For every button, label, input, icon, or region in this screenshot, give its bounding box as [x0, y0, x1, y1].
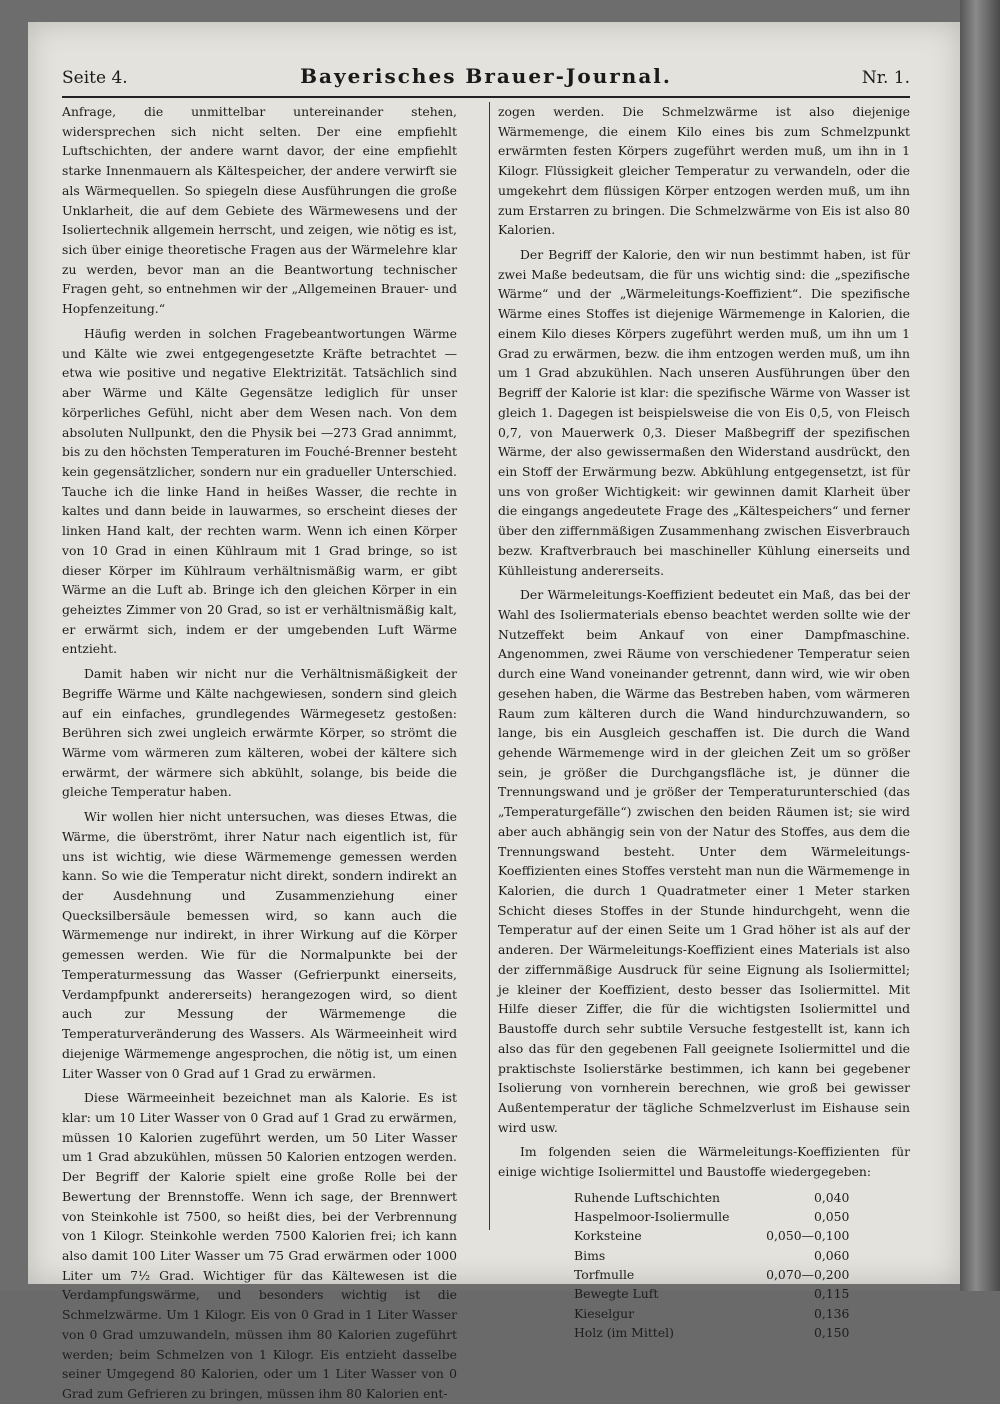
table-row — [574, 1323, 849, 1342]
table-row — [574, 1265, 849, 1284]
journal-title: Bayerisches Brauer-Journal. — [300, 64, 672, 88]
paragraph: Wir wollen hier nicht untersuchen, was dieses Etwas, die Wärme, die überströmt, ihrer Natur nach eigentlich ist, für uns ist wichtig, wie diese Wärmemenge gemessen werden kann. So wie die Temperatur nicht direkt, sondern indirekt an der Ausdehnung und Zusammenziehung einer Quecksilbersäule bemessen wird, so kann auch die Wärmemenge nur indirekt, in ihrer Wirkung auf die Körper gemessen werden. Wie für die Normalpunkte bei der Temperaturmessung das Wasser (Gefrierpunkt einerseits, Verdampfpunkt andererseits) herangezogen wird, so dient auch zur Messung der Wärmemenge die Temperaturveränderung des Wassers. Als Wärmeeinheit wird diejenige Wärmemenge angesprochen, die nötig ist, um einen Liter Wasser von 0 Grad auf 1 Grad zu erwärmen. — [62, 809, 457, 1081]
coefficient-value: 0,050 — [813, 1209, 850, 1225]
paragraph: Im folgenden seien die Wärmeleitungs-Koeffizienten für einige wichtige Isoliermittel und Baustoffe wiedergegeben: — [498, 1144, 910, 1180]
table-row — [574, 1246, 849, 1265]
paragraph: Häufig werden in solchen Fragebeantwortungen Wärme und Kälte wie zwei entgegengesetzte Kräfte betrachtet — etwa wie positive und negative Elektrizität. Tatsächlich sind aber Wärme und Kälte Gegensätze lediglich für unser körperliches Gefühl, nicht aber dem Wesen nach. Von dem absoluten Nullpunkt, den die Physik bei —273 Grad annimmt, bis zu den höchsten Temperaturen im Fouché-Brenner besteht kein gegensätzlicher, sondern nur ein gradueller Unterschied. Tauche ich die linke Hand in heißes Wasser, die rechte in kaltes und dann beide in lauwarmes, so erscheint dieses der linken Hand kalt, der rechten warm. Wenn ich einen Körper von 10 Grad in einen Kühlraum mit 1 Grad bringe, so ist dieser Körper im Kühlraum verhältnismäßig warm, er gibt Wärme an die Luft ab. Bringe ich den gleichen Körper in ein geheiztes Zimmer von 20 Grad, so ist er verhältnismäßig kalt, er erwärmt sich, indem er der umgebenden Luft Wärme entzieht. — [62, 325, 457, 657]
coefficient-value: 0,136 — [813, 1305, 850, 1321]
paragraph: Diese Wärmeeinheit bezeichnet man als Kalorie. Es ist klar: um 10 Liter Wasser von 0 Grad auf 1 Grad zu erwärmen, müssen 10 Kalorien zugeführt werden, um 50 Liter Wasser um 1 Grad abzukühlen, müssen 50 Kalorien entzogen werden. Der Begriff der Kalorie spielt eine große Rolle bei der Bewertung der Brennstoffe. Wenn ich sage, der Brennwert von Steinkohle ist 7500, so heißt dies, bei der Verbrennung von 1 Kilogr. Steinkohle werden 7500 Kalorien frei; ich kann also damit 100 Liter Wasser um 75 Grad erwärmen oder 1000 Liter um 7½ Grad. Wichtiger für das Kältewesen ist die Verdampfungswärme, und besonders wichtig ist die Schmelzwärme. Um 1 Kilogr. Eis von 0 Grad in 1 Liter Wasser von 0 Grad umzuwandeln, müssen ihm 80 Kalorien zugeführt werden; beim Schmelzen von 1 Kilogr. Eis entzieht dasselbe seiner Umgegend 80 Kalorien, oder um 1 Liter Wasser von 0 Grad zum Gefrieren zu bringen, müssen ihm 80 Kalorien ent- — [62, 1090, 457, 1401]
paragraph: Der Wärmeleitungs-Koeffizient bedeutet ein Maß, das bei der Wahl des Isoliermaterials ebenso beachtet werden sollte wie der Nutzeffekt beim Ankauf von einer Dampfmaschine. Angenommen, zwei Räume von verschiedener Temperatur seien durch eine Wand voneinander getrennt, dann wird, wie wir oben gesehen haben, die Wärme das Bestreben haben, vom wärmeren Raum zum kälteren durch die Wand hindurchzuwandern, so lange, bis ein Ausgleich geschaffen ist. Die durch die Wand gehende Wärmemenge wird in der gleichen Zeit um so größer sein, je größer die Durchgangsfläche ist, je dünner die Trennungswand und je größer der Temperaturunterschied (das „Temperaturgefälle“) zwischen den beiden Räumen ist; sie wird aber auch abhängig sein von der Natur des Stoffes, aus dem die Trennungswand besteht. Unter dem Wärmeleitungs-Koeffizienten eines Stoffes versteht man nun die Wärmemenge in Kalorien, die durch 1 Quadratmeter einer 1 Meter starken Schicht dieses Stoffes in der Stunde hindurchgeht, wenn die Temperatur auf der einen Seite um 1 Grad höher ist als auf der anderen. Der Wärmeleitungs-Koeffizient eines Materials ist also der ziffernmäßige Ausdruck für seine Eignung als Isoliermittel; je kleiner der Koeffizient, desto besser das Isoliermittel. Mit Hilfe dieser Ziffer, die für die wichtigsten Isoliermittel und Baustoffe durch sehr subtile Versuche festgestellt ist, kann ich also das für den gegebenen Fall geeignete Isoliermittel und die praktischste Isolierstärke bestimmen, ich kann bei gegebener Isolierung von vornherein berechnen, wie groß bei gewisser Außentemperatur der tägliche Schmelzverlust im Eishause sein wird usw. — [498, 587, 910, 1135]
table-row — [574, 1226, 849, 1245]
material-name: Bims — [574, 1247, 606, 1263]
right-column — [498, 102, 910, 1342]
page-header — [62, 62, 910, 98]
paragraph: Anfrage, die unmittelbar untereinander stehen, widersprechen sich nicht selten. Der eine empfiehlt Luftschichten, der andere warnt davor, der eine empfiehlt starke Innenmauern als Kältespeicher, der andere verwirft sie als Wärmequellen. So spiegeln diese Ausführungen die große Unklarheit, die auf dem Gebiete des Wärmewesens und der Isoliertechnik allgemein herrscht, und zeigen, wie nötig es ist, sich über einige theoretische Fragen aus der Wärmelehre klar zu werden, bevor man an die Beantwortung technischer Fragen geht, so entnehmen wir der „Allgemeinen Brauer- und Hopfenzeitung.“ — [62, 104, 457, 317]
coefficient-value: 0,060 — [813, 1247, 850, 1263]
material-name: Holz (im Mittel) — [574, 1324, 674, 1340]
column-divider — [489, 102, 490, 1230]
page-number: Seite 4. — [62, 68, 128, 88]
material-name: Ruhende Luftschichten — [574, 1189, 721, 1205]
material-name: Bewegte Luft — [574, 1286, 659, 1302]
material-name: Haspelmoor-Isoliermulle — [574, 1209, 730, 1225]
left-column — [62, 102, 457, 1404]
book-edge — [960, 0, 1000, 1291]
issue-number: Nr. 1. — [861, 68, 910, 88]
coefficient-table — [574, 1188, 849, 1342]
coefficient-value: 0,150 — [813, 1324, 850, 1340]
coefficient-value: 0,040 — [813, 1189, 850, 1205]
paragraph: Damit haben wir nicht nur die Verhältnismäßigkeit der Begriffe Wärme und Kälte nachgewiesen, sondern sind gleich auf ein einfaches, grundlegendes Wärmegesetz gestoßen: Berühren sich zwei ungleich erwärmte Körper, so strömt die Wärme vom wärmeren zum kälteren, wobei der kältere sich erwärmt, der wärmere sich abkühlt, solange, bis beide die gleiche Temperatur haben. — [62, 666, 457, 800]
paragraph: zogen werden. Die Schmelzwärme ist also diejenige Wärmemenge, die einem Kilo eines bis zum Schmelzpunkt erwärmten festen Körpers zugeführt werden muß, um ihn in 1 Kilogr. Flüssigkeit gleicher Temperatur zu verwandeln, oder die umgekehrt dem flüssigen Körper entzogen werden muß, um ihn zum Erstarren zu bringen. Die Schmelzwärme von Eis ist also 80 Kalorien. — [498, 104, 910, 238]
table-row — [574, 1207, 849, 1226]
material-name: Korksteine — [574, 1228, 642, 1244]
table-row — [574, 1284, 849, 1303]
table-row — [574, 1188, 849, 1207]
paragraph: Der Begriff der Kalorie, den wir nun bestimmt haben, ist für zwei Maße bedeutsam, die für uns wichtig sind: die „spezifische Wärme“ und der „Wärmeleitungs-Koeffizient“. Die spezifische Wärme eines Stoffes ist diejenige Wärmemenge in Kalorien, die einem Kilo dieses Körpers zugeführt werden muß, um ihn um 1 Grad zu erwärmen, bezw. die ihm entzogen werden muß, um ihn um 1 Grad abzukühlen. Nach unseren Ausführungen über den Begriff der Kalorie ist klar: die spezifische Wärme von Wasser ist gleich 1. Dagegen ist beispielsweise die von Eis 0,5, von Fleisch 0,7, von Mauerwerk 0,3. Dieser Maßbegriff der spezifischen Wärme, der also gewissermaßen den Widerstand ausdrückt, den ein Stoff der Erwärmung bezw. Abkühlung entgegensetzt, ist für uns von großer Wichtigkeit: wir gewinnen damit Klarheit über die eingangs angedeutete Frage des „Kältespeichers“ und ferner über den ziffernmäßigen Zusammenhang zwischen Eisverbrauch bezw. Kraftverbrauch bei maschineller Kühlung einerseits und Kühlleistung andererseits. — [498, 247, 910, 578]
coefficient-value: 0,115 — [813, 1286, 850, 1302]
coefficient-value: 0,050—0,100 — [766, 1228, 850, 1244]
table-row — [574, 1304, 849, 1323]
material-name: Kieselgur — [574, 1305, 635, 1321]
material-name: Torfmulle — [574, 1267, 635, 1282]
coefficient-value: 0,070—0,200 — [766, 1267, 850, 1282]
